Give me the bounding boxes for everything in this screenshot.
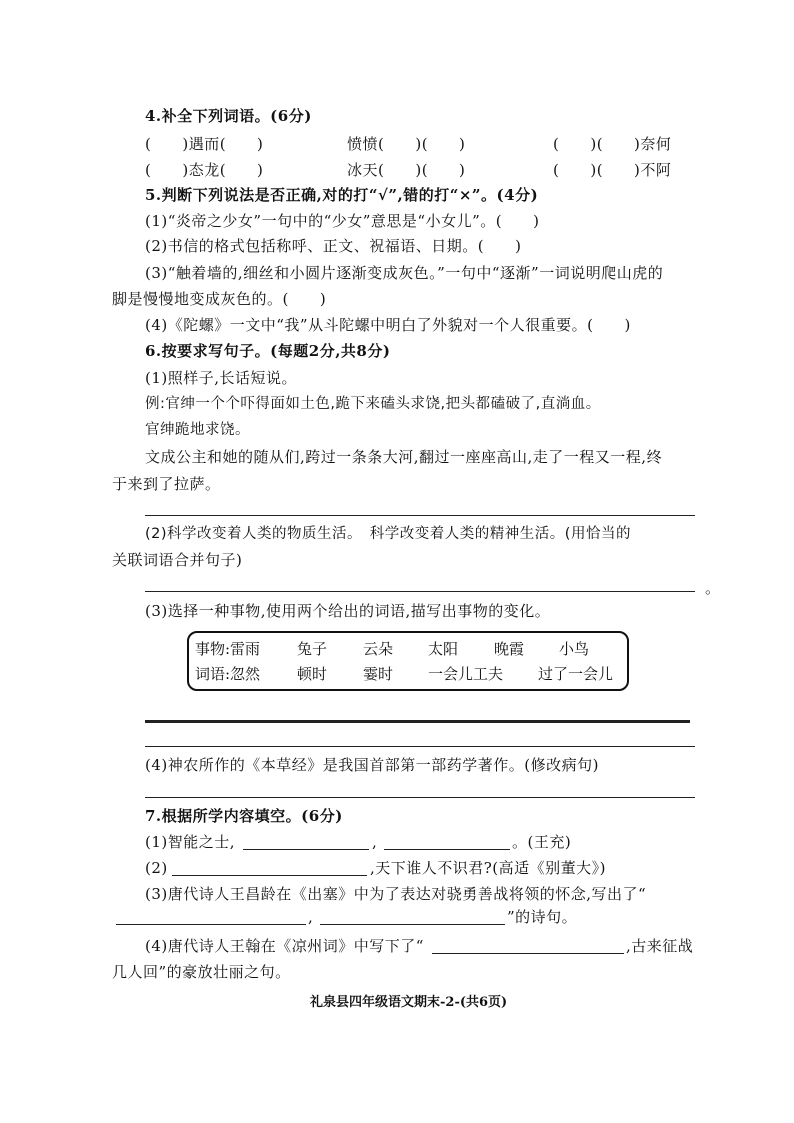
word-3: 一会儿工夫 [428,665,504,683]
q7-i4b: ,古来征战 [626,937,694,955]
q7-i2a: (2) [145,859,168,877]
word-2: 霎时 [363,665,394,683]
q7-i1b: , [372,833,378,851]
q6-p1-text1: 文成公主和她的随从们,跨过一条条大河,翻过一座座高山,走了一程又一程,终 [145,448,663,466]
q4-r1-c2: 愤愤( )( ) [347,135,466,153]
q5-item-1: (1)“炎帝之少女”一句中的“少女”意思是“小女儿”。( ) [145,212,540,230]
q7-i1c: 。(王充) [512,833,572,851]
thing-1: 兔子 [297,640,328,658]
q6-p1-text2: 于来到了拉萨。 [112,475,221,493]
q5-item-4: (4)《陀螺》一文中“我”从斗陀螺中明白了外貌对一个人很重要。( ) [145,316,631,334]
q4-r2-c2: 冰天( )( ) [347,161,466,179]
q6-p1-title: (1)照样子,长话短说。 [145,369,298,387]
q7-i3-blank-1[interactable] [116,924,306,925]
word-4: 过了一会儿 [538,665,614,683]
q7-i2b: ,天下谁人不识君?(高适《别董大》) [370,859,607,877]
q6-p3-answer-line-2[interactable] [145,746,695,747]
q6-p2-end-mark: 。 [705,579,721,597]
q5-item-3-cont: 脚是慢慢地变成灰色的。( ) [112,290,327,308]
q6-p1-answer-line[interactable] [145,515,695,516]
q4-r1-c1: ( )遇而( ) [145,135,264,153]
words-label: 词语:忽然 [195,665,261,683]
word-1: 顿时 [297,665,328,683]
q6-p1-example2: 官绅跪地求饶。 [145,422,250,438]
q5-title: 5.判断下列说法是否正确,对的打“√”,错的打“×”。(4分) [145,186,539,204]
q5-item-3: (3)“触着墙的,细丝和小圆片逐渐变成灰色。”一句中“逐渐”一词说明爬山虎的 [145,264,664,282]
q7-i3: (3)唐代诗人王昌龄在《出塞》中为了表达对骁勇善战将领的怀念,写出了“ [145,885,647,903]
q7-i1a: (1)智能之士, [145,833,236,851]
things-label: 事物:雷雨 [195,640,261,658]
q7-i4-blank[interactable] [432,953,624,954]
q4-title: 4.补全下列词语。(6分) [145,107,312,125]
q6-title: 6.按要求写句子。(每题2分,共8分) [145,342,391,360]
thing-3: 太阳 [428,640,459,658]
q7-i3b: , [308,908,314,926]
q6-p1-example: 例:官绅一个个吓得面如土色,跪下来磕头求饶,把头都磕破了,直淌血。 [145,396,601,412]
q7-i4c: 几人回”的豪放壮丽之句。 [112,963,291,981]
q4-r2-c3: ( )( )不阿 [553,161,672,179]
q6-p3-answer-line-1[interactable] [145,720,690,723]
thing-5: 小鸟 [559,640,590,658]
q7-i2-blank[interactable] [172,875,367,876]
thing-4: 晚霞 [494,640,525,658]
q7-title: 7.根据所学内容填空。(6分) [145,807,343,825]
q4-r2-c1: ( )态龙( ) [145,161,264,179]
q5-item-2: (2)书信的格式包括称呼、正文、祝福语、日期。( ) [145,237,522,255]
thing-2: 云朵 [363,640,394,658]
q6-p2-answer-line[interactable] [145,591,695,592]
q7-i3c: ”的诗句。 [507,908,578,926]
q6-p4: (4)神农所作的《本草经》是我国首部第一部药学著作。(修改病句) [145,756,599,774]
q7-i4a: (4)唐代诗人王翰在《凉州词》中写下了“ [145,937,424,955]
q6-p2-text1: (2)科学改变着人类的物质生活。 科学改变着人类的精神生活。(用恰当的 [145,526,631,542]
q6-p4-answer-line[interactable] [145,797,695,798]
q4-r1-c3: ( )( )奈何 [553,135,672,153]
q7-i1-blank-1[interactable] [243,849,369,850]
q6-p2-text2: 关联词语合并句子) [112,551,243,569]
q7-i1-blank-2[interactable] [384,849,510,850]
q6-p3-title: (3)选择一种事物,使用两个给出的词语,描写出事物的变化。 [145,602,551,620]
page-footer: 礼泉县四年级语文期末-2-(共6页) [310,995,508,1010]
q7-i3-blank-2[interactable] [320,924,505,925]
